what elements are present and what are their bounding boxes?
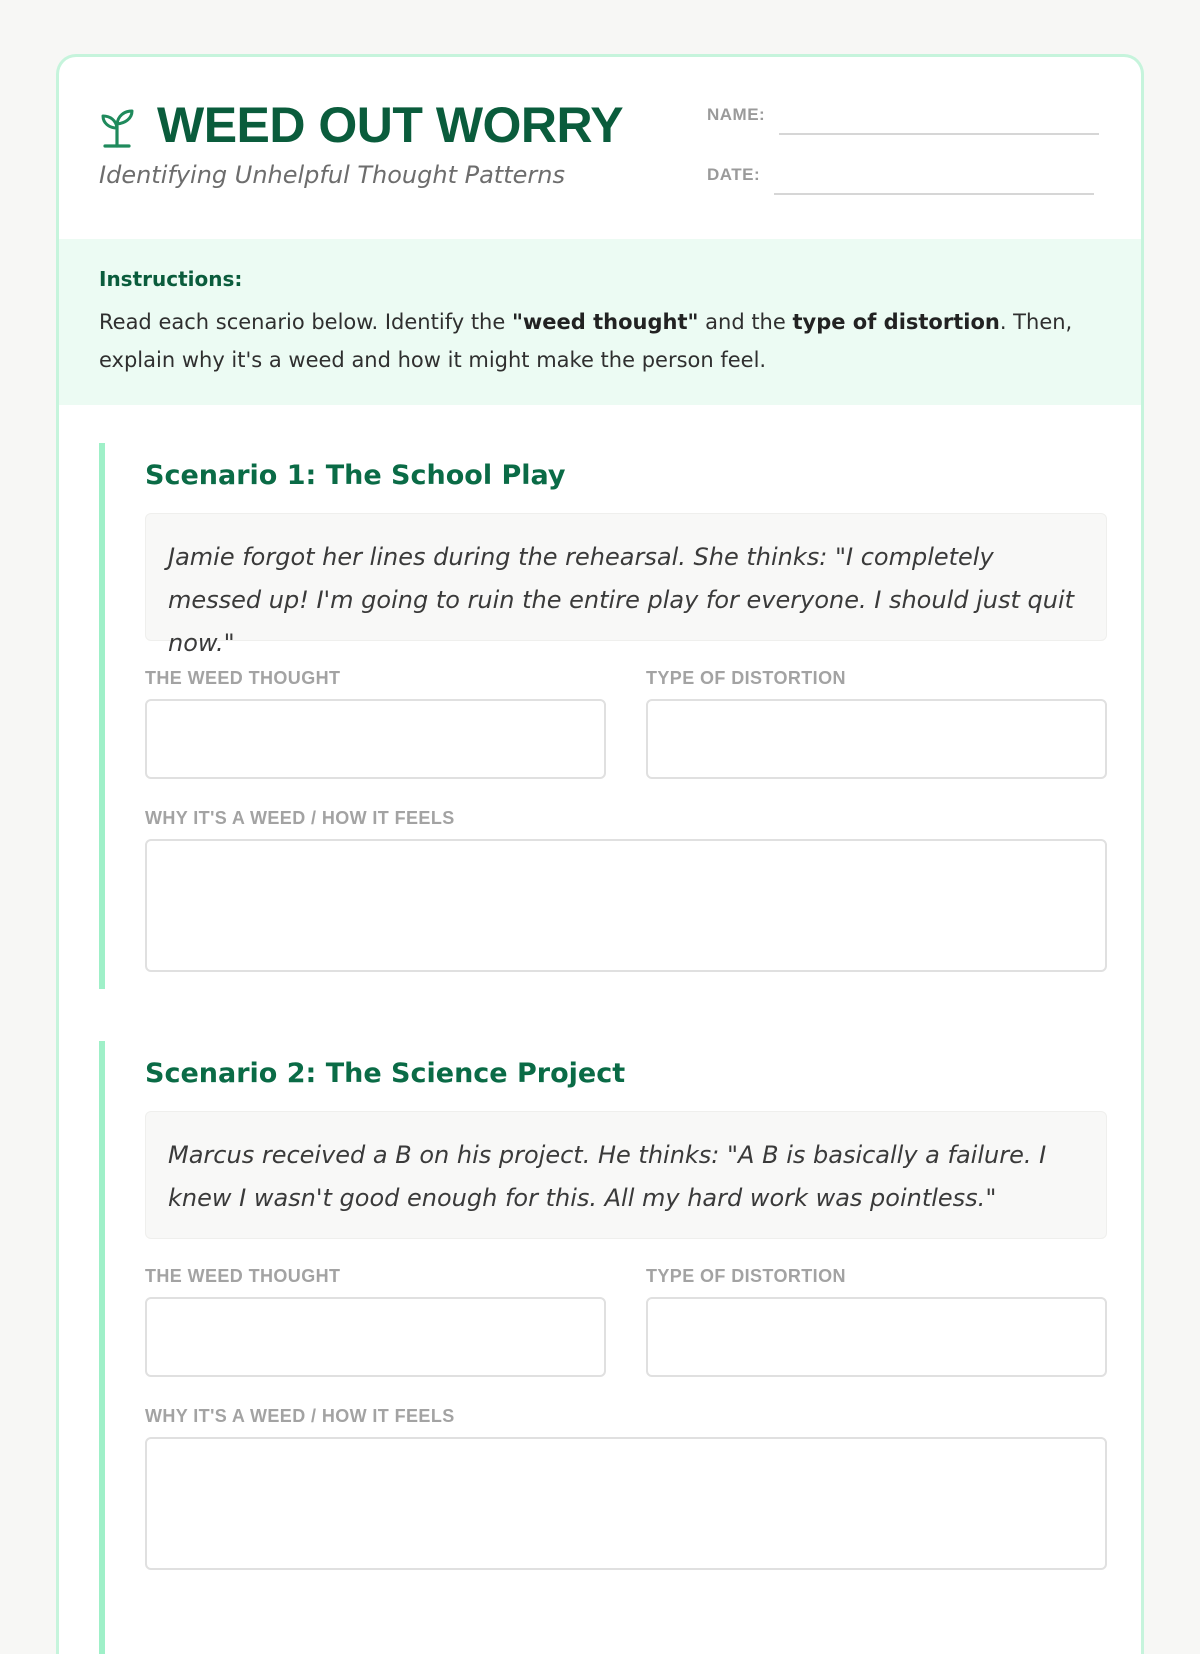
sprout-icon — [99, 108, 135, 148]
distortion-label: TYPE OF DISTORTION — [646, 1266, 846, 1286]
distortion-answer-box[interactable] — [646, 699, 1107, 779]
weed-thought-label: THE WEED THOUGHT — [145, 1266, 341, 1286]
instructions-panel — [59, 239, 1144, 405]
weed-thought-field — [145, 1265, 606, 1377]
date-label: DATE: — [707, 165, 761, 184]
weed-thought-field — [145, 667, 606, 779]
instructions-bold-distortion: type of distortion — [792, 310, 1000, 334]
scenario-title: Scenario 2: The Science Project — [145, 1058, 626, 1089]
name-label: NAME: — [707, 105, 766, 124]
distortion-answer-box[interactable] — [646, 1297, 1107, 1377]
instructions-heading: Instructions: — [99, 267, 243, 291]
weed-thought-label: THE WEED THOUGHT — [145, 668, 341, 688]
page-title: WEED OUT WORRY — [157, 97, 624, 153]
page-subtitle: Identifying Unhelpful Thought Patterns — [99, 161, 565, 189]
why-label: WHY IT'S A WEED / HOW IT FEELS — [145, 808, 455, 828]
worksheet-header — [59, 57, 1141, 239]
weed-thought-answer-box[interactable] — [145, 1297, 606, 1377]
instructions-part3: . Then, explain why it's a weed and how it might make the person feel. — [99, 310, 1073, 372]
why-answer-box[interactable] — [145, 839, 1107, 972]
date-line[interactable] — [774, 165, 1094, 195]
weed-thought-answer-box[interactable] — [145, 699, 606, 779]
why-field — [145, 1405, 1107, 1570]
scenario-title: Scenario 1: The School Play — [145, 460, 566, 491]
worksheet — [56, 54, 1144, 1654]
scenario-card — [99, 443, 1107, 989]
distortion-field — [646, 1265, 1107, 1377]
instructions-bold-weed-thought: "weed thought" — [511, 310, 699, 334]
instructions-part2: and the — [698, 310, 793, 334]
instructions-text — [99, 303, 1107, 379]
distortion-label: TYPE OF DISTORTION — [646, 668, 846, 688]
title-row — [99, 97, 623, 153]
answer-row — [145, 1265, 1107, 1377]
distortion-field — [646, 667, 1107, 779]
scenario-text: Marcus received a B on his project. He thinks: "A B is basically a failure. I knew I wasn't good enough for this. All my hard work was pointless." — [145, 1111, 1107, 1239]
why-field — [145, 807, 1107, 972]
why-answer-box[interactable] — [145, 1437, 1107, 1570]
answer-row — [145, 667, 1107, 779]
instructions-part1: Read each scenario below. Identify the — [99, 310, 512, 334]
why-label: WHY IT'S A WEED / HOW IT FEELS — [145, 1406, 455, 1426]
name-line[interactable] — [779, 105, 1099, 135]
name-field — [707, 105, 1099, 135]
date-field — [707, 165, 1094, 195]
scenario-card — [99, 1041, 1107, 1654]
scenario-text: Jamie forgot her lines during the rehearsal. She thinks: "I completely messed up! I'm going to ruin the entire play for everyone. I should just quit now." — [145, 513, 1107, 641]
